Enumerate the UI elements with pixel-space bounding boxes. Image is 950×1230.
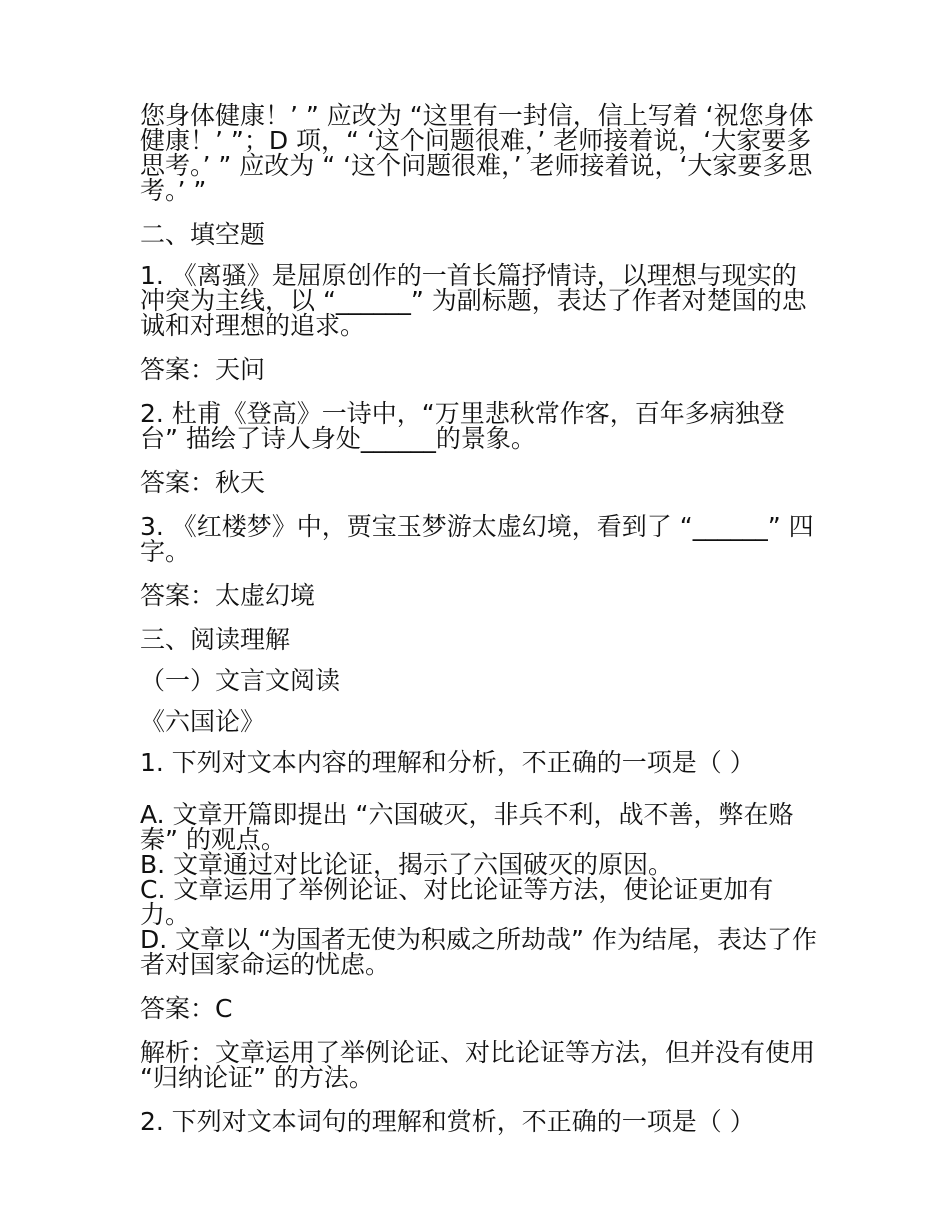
option-a: A. 文章开篇即提出 “六国破灭，非兵不利，战不善，弊在赂秦” 的观点。 [140,800,794,854]
reading-analysis-1: 解析：文章运用了举例论证、对比论证等方法，但并没有使用 “归纳论证” 的方法。 [140,1038,823,1092]
reading-question-2: 2. 下列对文本词句的理解和赏析，不正确的一项是（ ） [140,1107,755,1136]
question-1: 1. 《离骚》是屈原创作的一首长篇抒情诗，以理想与现实的冲突为主线，以 “______” 为副标题，表达了作者对楚国的忠诚和对理想的追求。 [140,261,807,340]
reading-answer-1: 答案：C [140,994,233,1023]
answer-1: 答案：天问 [140,355,266,384]
document-body [140,101,823,1153]
text-title: 《六国论》 [140,707,266,736]
option-d: D. 文章以 “为国者无使为积威之所劫哉” 作为结尾，表达了作者对国家命运的忧虑。 [140,925,817,979]
intro-paragraph: 您身体健康！’ ” 应改为 “这里有一封信，信上写着 ‘祝您身体健康！’ ”；D 项，“ ‘这个问题很难，’ 老师接着说，‘大家要多思考。’ ” 应改为 “ ‘这个问题很难，’ 老师接着说，‘大家要多思考。’ ” [140,101,814,205]
question-3: 3. 《红楼梦》中，贾宝玉梦游太虚幻境，看到了 “______” 四字。 [140,512,814,566]
answer-2: 答案：秋天 [140,468,266,497]
option-c: C. 文章运用了举例论证、对比论证等方法，使论证更加有力。 [140,875,774,929]
reading-question-1: 1. 下列对文本内容的理解和分析，不正确的一项是（ ） [140,748,755,777]
answer-3: 答案：太虚幻境 [140,581,316,610]
option-b: B. 文章通过对比论证，揭示了六国破灭的原因。 [140,850,674,879]
section-title-fill-in: 二、填空题 [140,220,266,249]
question-2: 2. 杜甫《登高》一诗中，“万里悲秋常作客，百年多病独登台” 描绘了诗人身处______的景象。 [140,399,785,453]
section-title-reading: 三、阅读理解 [140,625,291,654]
subsection-title-classical: （一）文言文阅读 [140,666,341,695]
